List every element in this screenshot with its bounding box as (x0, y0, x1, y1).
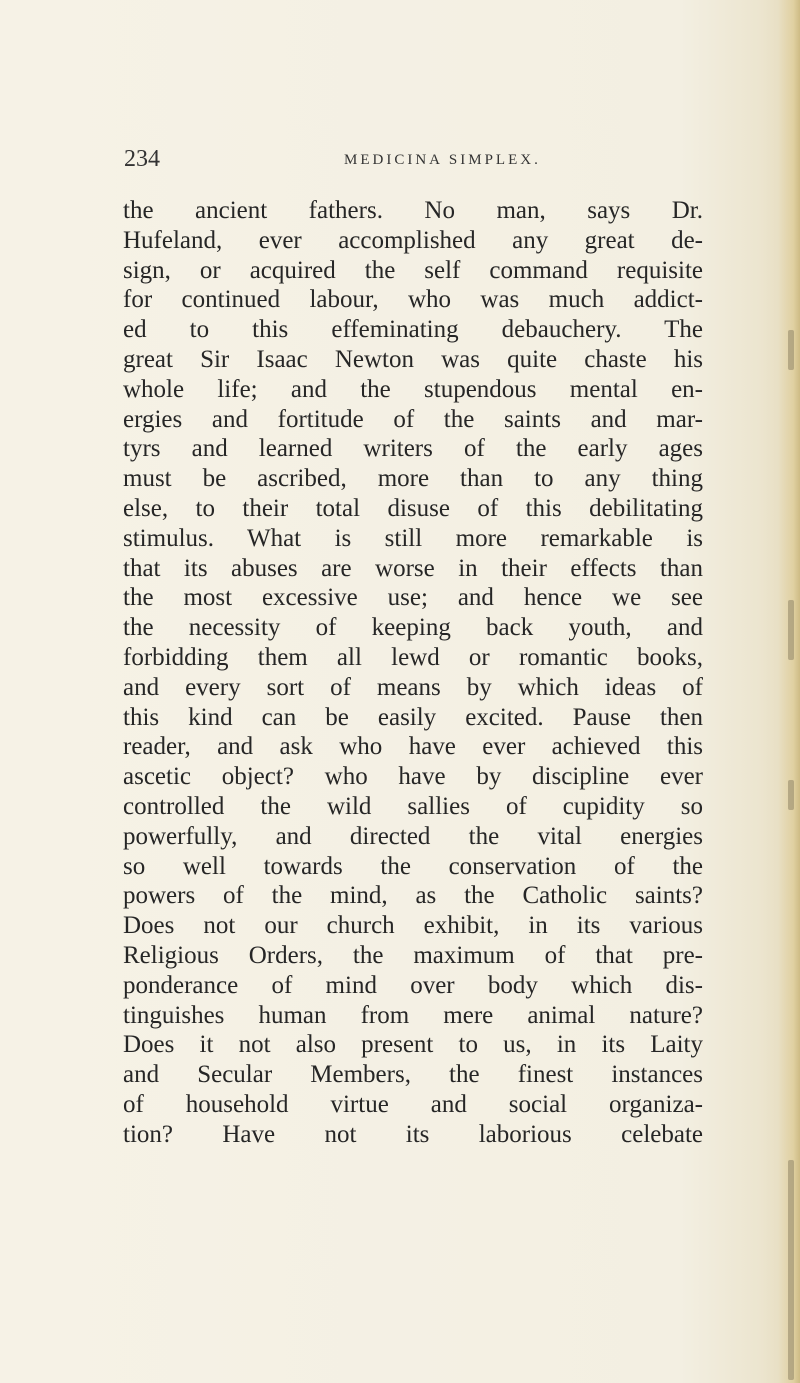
page-header (124, 146, 684, 176)
page-edge (778, 0, 800, 1383)
text-line: the most excessive use; and hence we see (123, 584, 703, 612)
text-line: ed to this effeminating debauchery. The (123, 316, 703, 344)
text-line: ergies and fortitude of the saints and mar- (123, 405, 703, 433)
text-line: whole life; and the stupendous mental en- (123, 375, 703, 403)
text-line: Does it not also present to us, in its Laity (123, 1031, 703, 1059)
text-line: tinguishes human from mere animal nature? (123, 1001, 703, 1029)
edge-stain (788, 600, 794, 660)
text-line: sign, or acquired the self command requisite (123, 256, 703, 284)
text-line: Religious Orders, the maximum of that pre- (123, 941, 703, 969)
text-line: Does not our church exhibit, in its various (123, 912, 703, 940)
text-line: controlled the wild sallies of cupidity so (123, 792, 703, 820)
text-line: must be ascribed, more than to any thing (123, 465, 703, 493)
text-line: else, to their total disuse of this debilitating (123, 494, 703, 522)
text-line: so well towards the conservation of the (123, 852, 703, 880)
text-line: reader, and ask who have ever achieved this (123, 733, 703, 761)
edge-stain (788, 780, 794, 810)
edge-stain (788, 1160, 794, 1380)
text-line: tyrs and learned writers of the early ages (123, 435, 703, 463)
text-line: tion? Have not its laborious celebate (123, 1120, 703, 1148)
text-line: stimulus. What is still more remarkable is (123, 524, 703, 552)
text-line: great Sir Isaac Newton was quite chaste his (123, 345, 703, 373)
text-line: ascetic object? who have by discipline ever (123, 763, 703, 791)
running-title: MEDICINA SIMPLEX. (344, 152, 541, 168)
text-line: this kind can be easily excited. Pause then (123, 703, 703, 731)
text-line: powerfully, and directed the vital energies (123, 822, 703, 850)
text-line: that its abuses are worse in their effects than (123, 554, 703, 582)
text-line: the ancient fathers. No man, says Dr. (123, 197, 703, 224)
text-line: for continued labour, who was much addict- (123, 286, 703, 314)
page-number: 234 (124, 146, 160, 172)
text-line: of household virtue and social organiza- (123, 1090, 703, 1118)
text-line: and Secular Members, the finest instances (123, 1061, 703, 1089)
text-line: powers of the mind, as the Catholic saints? (123, 882, 703, 910)
edge-stain (788, 330, 794, 370)
text-line: the necessity of keeping back youth, and (123, 614, 703, 642)
text-line: and every sort of means by which ideas of (123, 673, 703, 701)
text-line: forbidding them all lewd or romantic books, (123, 643, 703, 671)
text-line: Hufeland, ever accomplished any great de- (123, 226, 703, 254)
body-text (123, 196, 703, 1150)
text-line: ponderance of mind over body which dis- (123, 971, 703, 999)
